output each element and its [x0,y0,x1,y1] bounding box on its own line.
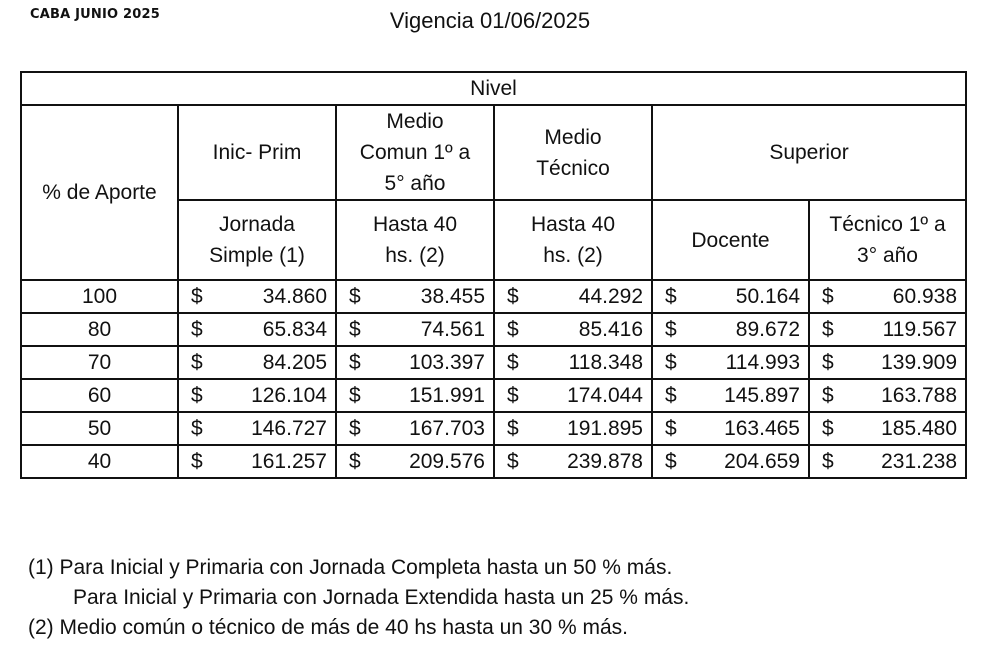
amount-value: 118.348 [568,351,643,374]
currency-symbol: $ [507,384,519,407]
currency-symbol: $ [191,384,203,407]
amount-value: 239.878 [567,450,643,473]
amount-value: 204.659 [724,450,800,473]
amount-wrapper [337,413,493,444]
amount-cell [494,346,652,379]
footnote-1: (1) Para Inicial y Primaria con Jornada Completa hasta un 50 % más. [28,556,673,579]
amount-wrapper [337,380,493,411]
sub-header-hasta-40-comun: Hasta 40 hs. (2) [336,200,494,280]
amount-cell [178,346,336,379]
level-header-superior: Superior [652,105,966,200]
aporte-cell: 70 [21,346,178,379]
amount-value: 60.938 [892,285,958,308]
amount-cell [494,313,652,346]
amount-value: 38.455 [420,285,485,308]
amount-cell [809,280,966,313]
amount-cell [178,445,336,478]
footnote-1b: Para Inicial y Primaria con Jornada Extendida hasta un 25 % más. [73,586,690,609]
nivel-header: Nivel [21,72,966,105]
amount-value: 145.897 [724,384,800,407]
currency-symbol: $ [665,384,677,407]
amount-wrapper [810,347,965,378]
table-row [21,280,966,313]
table-group-header-row [21,72,966,105]
page-title-text: Vigencia 01/06/2025 [389,8,591,33]
amount-cell [809,445,966,478]
amount-wrapper [653,446,808,477]
amount-cell [336,379,494,412]
sub-header-docente: Docente [652,200,809,280]
rates-table [20,71,967,479]
currency-symbol: $ [665,417,677,440]
currency-symbol: $ [191,417,203,440]
amount-cell [652,445,809,478]
sub-header-jornada-simple: Jornada Simple (1) [178,200,336,280]
amount-cell [494,379,652,412]
currency-symbol: $ [665,450,677,473]
table-row [21,346,966,379]
currency-symbol: $ [349,450,361,473]
amount-value: 84.205 [262,351,327,374]
amount-value: 44.292 [578,285,643,308]
amount-value: 74.561 [420,318,485,341]
amount-wrapper [179,347,335,378]
amount-wrapper [495,281,651,312]
currency-symbol: $ [822,450,834,473]
corner-label: CABA JUNIO 2025 [30,7,160,22]
currency-symbol: $ [822,417,834,440]
amount-cell [336,313,494,346]
sub-header-hasta-40-tecnico: Hasta 40 hs. (2) [494,200,652,280]
currency-symbol: $ [349,384,361,407]
aporte-cell: 40 [21,445,178,478]
amount-value: 146.727 [251,417,327,440]
amount-cell [494,445,652,478]
footnotes [28,553,689,643]
amount-wrapper [810,281,965,312]
amount-value: 126.104 [251,384,327,407]
amount-wrapper [495,413,651,444]
level-header-medio-tecnico: Medio Técnico [494,105,652,200]
amount-wrapper [495,314,651,345]
amount-value: 89.672 [735,318,800,341]
currency-symbol: $ [191,285,203,308]
currency-symbol: $ [665,351,677,374]
amount-value: 119.567 [882,318,958,341]
amount-cell [336,346,494,379]
amount-wrapper [179,413,335,444]
amount-wrapper [653,281,808,312]
amount-wrapper [337,314,493,345]
amount-wrapper [179,380,335,411]
currency-symbol: $ [507,318,519,341]
aporte-cell: 60 [21,379,178,412]
amount-cell [336,445,494,478]
amount-cell [809,346,966,379]
currency-symbol: $ [507,450,519,473]
currency-symbol: $ [191,318,203,341]
currency-symbol: $ [349,417,361,440]
amount-wrapper [337,347,493,378]
currency-symbol: $ [822,285,834,308]
amount-cell [809,412,966,445]
amount-value: 34.860 [262,285,327,308]
amount-cell [336,412,494,445]
aporte-header: % de Aporte [21,105,178,280]
amount-value: 167.703 [409,417,485,440]
amount-wrapper [810,413,965,444]
sub-header-tecnico-1-3: Técnico 1º a 3° año [809,200,966,280]
amount-wrapper [337,446,493,477]
amount-wrapper [653,380,808,411]
amount-value: 209.576 [409,450,485,473]
amount-wrapper [179,281,335,312]
level-header-medio-comun: Medio Comun 1º a 5° año [336,105,494,200]
amount-wrapper [653,413,808,444]
currency-symbol: $ [349,318,361,341]
table-row [21,412,966,445]
table-level-header-row [21,105,966,200]
footnote-2: (2) Medio común o técnico de más de 40 hs hasta un 30 % más. [28,616,628,639]
amount-wrapper [810,446,965,477]
amount-value: 191.895 [567,417,643,440]
currency-symbol: $ [507,351,519,374]
amount-value: 163.788 [881,384,958,407]
table-body [21,280,966,478]
currency-symbol: $ [822,384,834,407]
amount-cell [494,280,652,313]
amount-value: 65.834 [262,318,327,341]
amount-wrapper [810,314,965,345]
amount-cell [809,313,966,346]
amount-wrapper [653,347,808,378]
amount-value: 185.480 [881,417,958,440]
table-row [21,445,966,478]
currency-symbol: $ [191,450,203,473]
amount-cell [494,412,652,445]
amount-wrapper [337,281,493,312]
amount-wrapper [179,314,335,345]
amount-cell [178,412,336,445]
level-header-inic-prim: Inic- Prim [178,105,336,200]
page-title [0,8,992,34]
amount-wrapper [179,446,335,477]
aporte-cell: 50 [21,412,178,445]
currency-symbol: $ [665,318,677,341]
amount-cell [652,313,809,346]
aporte-cell: 100 [21,280,178,313]
amount-cell [652,280,809,313]
amount-value: 85.416 [578,318,643,341]
currency-symbol: $ [349,351,361,374]
currency-symbol: $ [507,417,519,440]
table-row [21,313,966,346]
amount-value: 50.164 [735,285,800,308]
amount-cell [178,313,336,346]
amount-value: 151.991 [409,384,485,407]
amount-wrapper [495,380,651,411]
amount-value: 139.909 [881,351,958,374]
amount-value: 174.044 [567,384,643,407]
aporte-cell: 80 [21,313,178,346]
amount-cell [178,379,336,412]
amount-cell [336,280,494,313]
amount-cell [652,412,809,445]
currency-symbol: $ [665,285,677,308]
amount-value: 161.257 [251,450,327,473]
amount-value: 231.238 [881,450,958,473]
amount-cell [652,346,809,379]
table-row [21,379,966,412]
amount-value: 163.465 [724,417,800,440]
amount-cell [809,379,966,412]
amount-wrapper [495,347,651,378]
amount-cell [178,280,336,313]
currency-symbol: $ [822,318,834,341]
amount-value: 114.993 [725,351,800,374]
currency-symbol: $ [507,285,519,308]
amount-cell [652,379,809,412]
amount-wrapper [810,380,965,411]
currency-symbol: $ [349,285,361,308]
amount-wrapper [653,314,808,345]
currency-symbol: $ [191,351,203,374]
amount-value: 103.397 [409,351,485,374]
currency-symbol: $ [822,351,834,374]
amount-wrapper [495,446,651,477]
